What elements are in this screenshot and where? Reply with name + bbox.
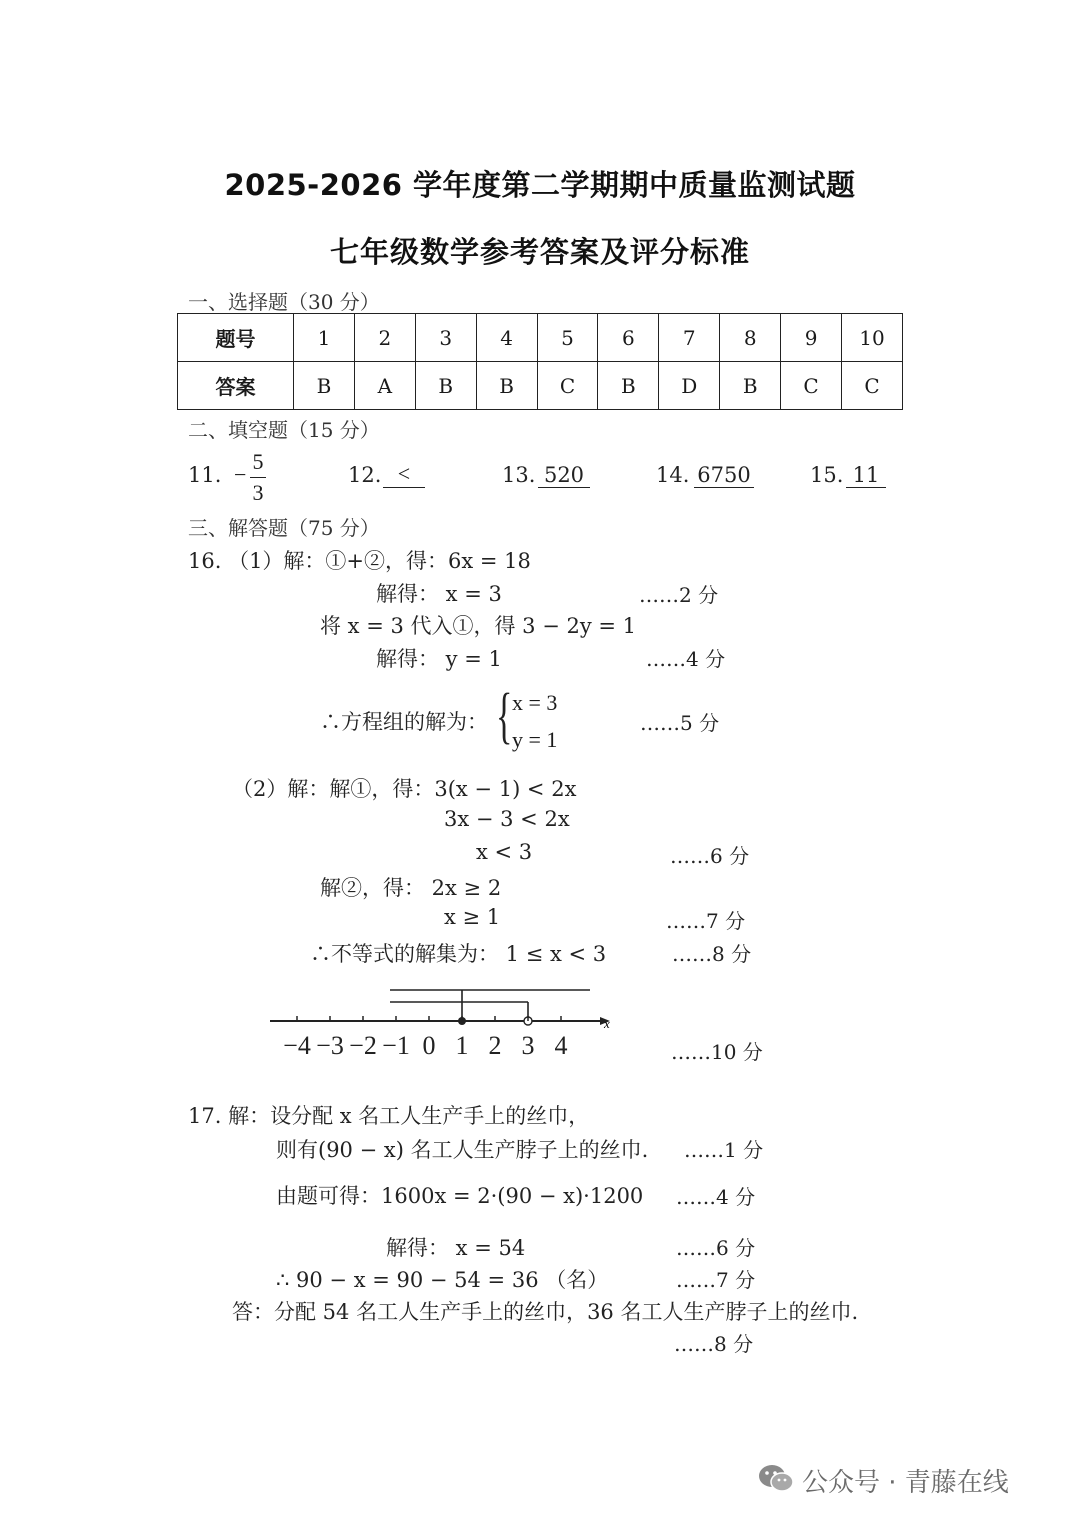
q16-system-eq1: x = 3 bbox=[512, 690, 558, 715]
table-cell: 2 bbox=[354, 314, 415, 362]
number-line-tick-label: 0 bbox=[422, 1031, 436, 1060]
number-line-tick-label: −2 bbox=[349, 1031, 377, 1060]
table-row bbox=[178, 314, 903, 362]
table-row bbox=[178, 362, 903, 410]
q16-score-7: ……7 分 bbox=[666, 909, 746, 933]
q11-label: 11. bbox=[188, 463, 222, 487]
table-cell: B bbox=[598, 362, 659, 410]
table-cell: 7 bbox=[659, 314, 720, 362]
table-cell: B bbox=[415, 362, 476, 410]
q17-line5: ∴ 90 − x = 90 − 54 = 36 （名） bbox=[276, 1268, 609, 1292]
q11-numerator: 5 bbox=[252, 449, 264, 474]
table-cell: C bbox=[842, 362, 903, 410]
q17-line2: 则有(90 − x) 名工人生产脖子上的丝巾. bbox=[276, 1138, 649, 1162]
q17-score-8: ……8 分 bbox=[674, 1332, 754, 1356]
number-line-tick-label: 3 bbox=[521, 1031, 535, 1060]
q15-answer: 11 bbox=[846, 463, 886, 488]
table-cell: 6 bbox=[598, 314, 659, 362]
q12-label: 12. bbox=[348, 463, 382, 487]
system-brace: { bbox=[496, 682, 513, 750]
q15-label: 15. bbox=[810, 463, 844, 487]
q16-p2-line3: x < 3 bbox=[476, 840, 533, 864]
fraction-bar bbox=[250, 477, 266, 478]
watermark-text: 公众号 · 青藤在线 bbox=[802, 1468, 1009, 1498]
q16-p2-line2: 3x − 3 < 2x bbox=[444, 807, 570, 831]
q17-line4: 解得： x = 54 bbox=[386, 1236, 526, 1260]
page-subtitle: 七年级数学参考答案及评分标准 bbox=[329, 235, 750, 269]
section-choice-heading: 一、选择题（30 分） bbox=[188, 290, 380, 314]
table-cell: 10 bbox=[842, 314, 903, 362]
table-header-cell: 答案 bbox=[178, 362, 294, 410]
table-cell: 3 bbox=[415, 314, 476, 362]
q17-score-6: ……6 分 bbox=[676, 1236, 756, 1260]
q16-p2-line4: 解②，得： 2x ≥ 2 bbox=[320, 876, 502, 900]
table-cell: B bbox=[294, 362, 355, 410]
q11-sign: − bbox=[234, 462, 247, 487]
q16-p1-line2: 解得： x = 3 bbox=[376, 582, 502, 606]
table-cell: 9 bbox=[781, 314, 842, 362]
table-cell: 8 bbox=[720, 314, 781, 362]
number-line-figure bbox=[260, 976, 620, 1066]
q11-denominator: 3 bbox=[252, 480, 264, 505]
q16-score-6: ……6 分 bbox=[670, 844, 750, 868]
q17-line3: 由题可得：1600x = 2·(90 − x)·1200 bbox=[276, 1184, 644, 1208]
q16-score-2: ……2 分 bbox=[639, 583, 719, 607]
q16-p1-line4: 解得： y = 1 bbox=[376, 647, 502, 671]
q16-system-eq2: y = 1 bbox=[512, 727, 558, 752]
choice-answer-table bbox=[177, 313, 903, 410]
section-fill-heading: 二、填空题（15 分） bbox=[188, 418, 380, 442]
q11-fraction bbox=[250, 449, 266, 506]
q16-p1-line5: ∴方程组的解为： bbox=[320, 710, 488, 734]
q16-score-8: ……8 分 bbox=[672, 942, 752, 966]
q16-p2-line1: （2）解：解①，得：3(x − 1) < 2x bbox=[232, 777, 577, 801]
table-cell: 1 bbox=[294, 314, 355, 362]
page-title: 2025-2026 学年度第二学期期中质量监测试题 bbox=[224, 168, 856, 202]
wechat-icon bbox=[756, 1458, 796, 1498]
number-line-tick-label: 4 bbox=[554, 1031, 568, 1060]
table-cell: A bbox=[354, 362, 415, 410]
q17-score-4: ……4 分 bbox=[676, 1185, 756, 1209]
number-line-var: x bbox=[604, 1016, 610, 1031]
q16-p1-line1: 16. （1）解：①+②，得：6x = 18 bbox=[188, 549, 531, 573]
number-line-tick-label: 2 bbox=[488, 1031, 502, 1060]
q12-answer: < bbox=[383, 461, 425, 488]
q16-p1-line3: 将 x = 3 代入①，得 3 − 2y = 1 bbox=[320, 614, 637, 638]
table-cell: B bbox=[720, 362, 781, 410]
q16-score-5: ……5 分 bbox=[640, 711, 720, 735]
number-line-tick-label: −3 bbox=[316, 1031, 344, 1060]
table-cell: B bbox=[476, 362, 537, 410]
table-cell: 5 bbox=[537, 314, 598, 362]
table-header-cell: 题号 bbox=[178, 314, 294, 362]
q13-answer: 520 bbox=[538, 463, 590, 488]
table-cell: 4 bbox=[476, 314, 537, 362]
section-solve-heading: 三、解答题（75 分） bbox=[188, 516, 380, 540]
table-cell: D bbox=[659, 362, 720, 410]
number-line-tick-label: 1 bbox=[455, 1031, 469, 1060]
q17-line1: 17. 解：设分配 x 名工人生产手上的丝巾， bbox=[188, 1104, 590, 1128]
q17-line6: 答：分配 54 名工人生产手上的丝巾，36 名工人生产脖子上的丝巾. bbox=[232, 1300, 859, 1324]
table-cell: C bbox=[781, 362, 842, 410]
q17-score-7: ……7 分 bbox=[676, 1268, 756, 1292]
number-line-tick-label: −4 bbox=[283, 1031, 311, 1060]
q14-answer: 6750 bbox=[694, 463, 754, 488]
q16-score-10: ……10 分 bbox=[671, 1040, 763, 1064]
number-line-tick-label: −1 bbox=[382, 1031, 410, 1060]
q13-label: 13. bbox=[502, 463, 536, 487]
q16-p2-line5: x ≥ 1 bbox=[444, 905, 501, 929]
table-cell: C bbox=[537, 362, 598, 410]
q17-score-1: ……1 分 bbox=[684, 1138, 764, 1162]
q14-label: 14. bbox=[656, 463, 690, 487]
q16-score-4: ……4 分 bbox=[646, 647, 726, 671]
q16-p2-line6: ∴不等式的解集为： 1 ≤ x < 3 bbox=[310, 942, 607, 966]
